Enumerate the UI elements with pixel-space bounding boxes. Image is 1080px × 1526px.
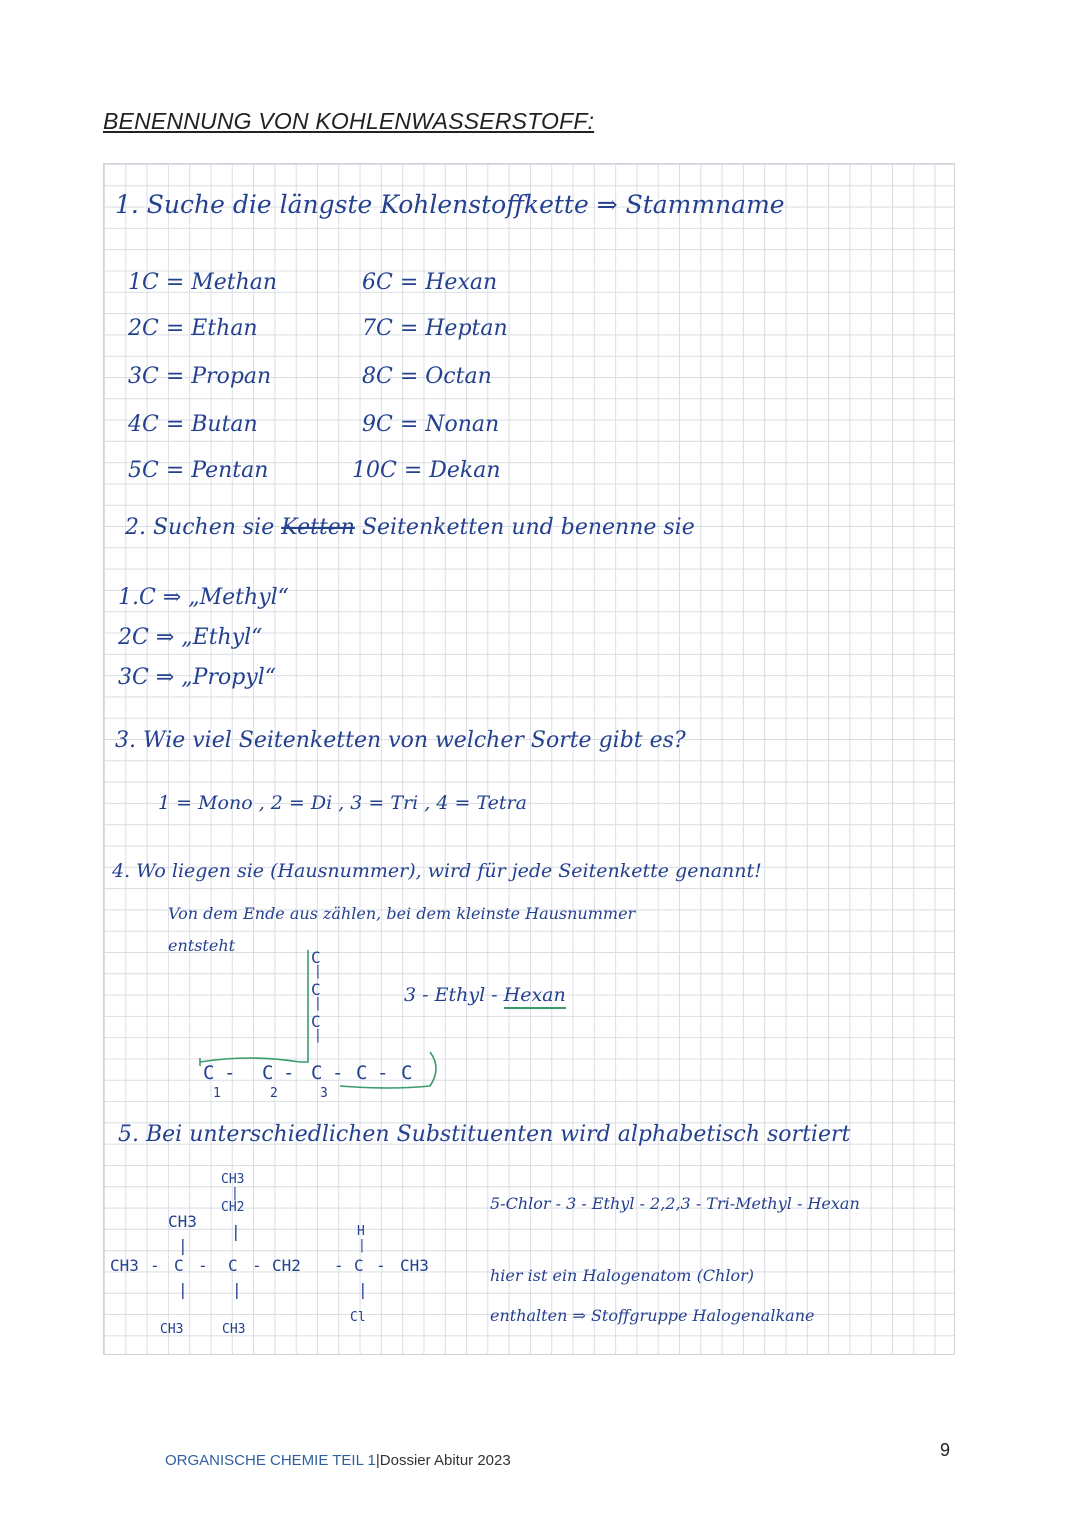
atom: C (228, 1256, 238, 1275)
bond: - (252, 1256, 262, 1275)
atom: CH3 (160, 1322, 184, 1337)
atom: C (174, 1256, 184, 1275)
note-stoffgruppe: enthalten ⇒ Stoffgruppe Halogenalkane (490, 1306, 815, 1325)
step5-heading: 5. Bei unterschiedlichen Substituenten wird alphabetisch sortiert (118, 1122, 851, 1147)
atom: C (311, 980, 321, 999)
bond: - (283, 1062, 295, 1084)
atom: CH3 (222, 1322, 246, 1337)
page-number: 9 (940, 1440, 951, 1460)
step3-heading: 3. Wie viel Seitenketten von welcher Sorte gibt es? (115, 728, 686, 753)
atom: CH3 (400, 1256, 429, 1275)
bond: - (376, 1256, 386, 1275)
alkane-name: 7C = Heptan (362, 316, 508, 341)
atom: CH2 (272, 1256, 301, 1275)
bond: - (377, 1062, 389, 1084)
atom: C (311, 948, 321, 967)
bond: | (178, 1236, 188, 1255)
footer-subtitle: Dossier Abitur 2023 (379, 1452, 511, 1469)
bond: - (198, 1256, 208, 1275)
chain-number: 3 (320, 1086, 328, 1101)
atom: C (311, 1012, 321, 1031)
step2-text-a: 2. Suchen sie (125, 515, 282, 540)
alkane-name: 10C = Dekan (352, 458, 501, 483)
prefix-list: 1 = Mono , 2 = Di , 3 = Tri , 4 = Tetra (158, 792, 527, 814)
bond: - (150, 1256, 160, 1275)
page-title: BENENNUNG VON KOHLENWASSERSTOFF: (103, 108, 595, 134)
step2-text-b: Seitenketten und benenne sie (354, 515, 695, 540)
longest-chain-highlight (190, 940, 450, 1090)
bond: - (332, 1062, 344, 1084)
iupac-name: 5-Chlor - 3 - Ethyl - 2,2,3 - Tri-Methyl - Hexan (490, 1194, 860, 1213)
side-chain-item: 2C ⇒ „Ethyl“ (118, 625, 263, 650)
atom: CH3 (110, 1256, 139, 1275)
alkane-name: 6C = Hexan (362, 270, 498, 295)
atom: CH3 (221, 1172, 245, 1187)
example-prefix: 3 - Ethyl - (404, 984, 504, 1006)
atom: CH2 (221, 1200, 245, 1215)
bond: | (358, 1238, 366, 1253)
atom: H (357, 1224, 365, 1239)
bond: | (232, 1280, 242, 1299)
alkane-name: 8C = Octan (362, 364, 492, 389)
footer-separator: | (375, 1452, 380, 1469)
step4-line2: Von dem Ende aus zählen, bei dem kleinste Hausnummer (168, 904, 636, 923)
alkane-name: 9C = Nonan (362, 412, 500, 437)
step1-heading: 1. Suche die längste Kohlenstoffkette ⇒ Stammname (115, 190, 785, 219)
atom: C (401, 1062, 413, 1084)
bond: | (314, 996, 322, 1011)
atom: C (311, 1062, 323, 1084)
side-chain-item: 3C ⇒ „Propyl“ (118, 665, 277, 690)
bond: - (224, 1062, 236, 1084)
bond: | (231, 1222, 241, 1241)
bond: | (231, 1186, 239, 1201)
alkane-name: 3C = Propan (128, 364, 272, 389)
bond: - (334, 1256, 344, 1275)
alkane-name: 4C = Butan (128, 412, 258, 437)
alkane-name: 1C = Methan (128, 270, 278, 295)
note-halogen: hier ist ein Halogenatom (Chlor) (490, 1266, 754, 1285)
atom: C (354, 1256, 364, 1275)
footer-brand: ORGANISCHE CHEMIE TEIL 1 (165, 1452, 376, 1469)
step4-line3: entsteht (168, 936, 236, 955)
side-chain-item: 1.C ⇒ „Methyl“ (118, 585, 289, 610)
bond: | (358, 1280, 368, 1299)
alkane-name: 2C = Ethan (128, 316, 258, 341)
footer (165, 1452, 511, 1469)
atom: C (262, 1062, 274, 1084)
atom: CH3 (168, 1212, 197, 1231)
alkane-name: 5C = Pentan (128, 458, 269, 483)
chain-number: 2 (270, 1086, 278, 1101)
bond: | (314, 964, 322, 979)
atom: Cl (350, 1310, 366, 1325)
bond: | (314, 1028, 322, 1043)
chain-number: 1 (213, 1086, 221, 1101)
bond: | (178, 1280, 188, 1299)
step2-struck-word: Ketten (281, 515, 355, 540)
example-stem: Hexan (504, 984, 566, 1009)
atom: C (203, 1062, 215, 1084)
atom: C (356, 1062, 368, 1084)
step4-line1: 4. Wo liegen sie (Hausnummer), wird für jede Seitenkette genannt! (112, 860, 762, 882)
step2-heading (125, 515, 695, 540)
